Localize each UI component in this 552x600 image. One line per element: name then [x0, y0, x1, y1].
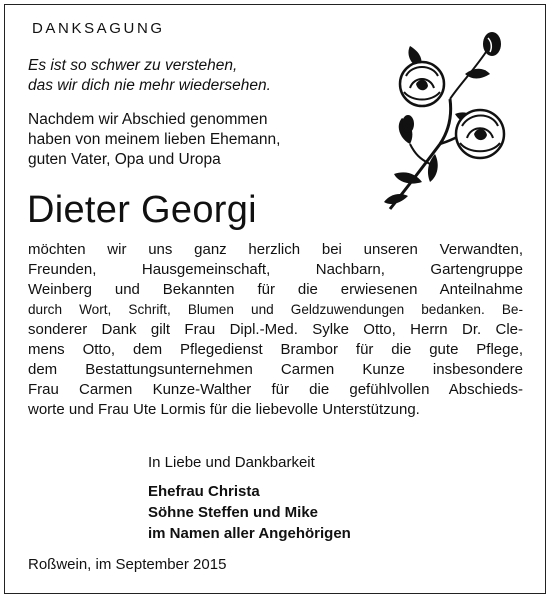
signer-line: Söhne Steffen und Mike	[148, 504, 319, 521]
thanks-line: durch Wort, Schrift, Blumen und Geldzuwendungen bedanken. Be-	[28, 302, 523, 317]
thanks-line: möchten wir uns ganz herzlich bei unseren Verwandten,	[28, 241, 523, 258]
motto-line: das wir dich nie mehr wiedersehen.	[28, 77, 271, 94]
intro-line: haben von meinem lieben Ehemann,	[28, 131, 281, 148]
thanks-line: Frau Carmen Kunze-Walther für die gefühlvollen Abschieds-	[28, 381, 523, 398]
thanks-line: Freunden, Hausgemeinschaft, Nachbarn, Gartengruppe	[28, 261, 523, 278]
intro-text	[28, 110, 368, 170]
roses-icon	[380, 14, 520, 214]
thanks-line: mens Otto, dem Pflegedienst Brambor für die gute Pflege,	[28, 341, 523, 358]
signer-line: Ehefrau Christa	[148, 483, 260, 500]
intro-line: Nachdem wir Abschied genommen	[28, 111, 268, 128]
thanks-line: worte und Frau Ute Lormis für die liebevolle Unterstützung.	[28, 401, 420, 418]
intro-line: guten Vater, Opa und Uropa	[28, 151, 221, 168]
thanks-text	[28, 240, 523, 420]
thanks-line: Weinberg und Bekannten für die erwiesenen Anteilnahme	[28, 281, 523, 298]
closing-greeting: In Liebe und Dankbarkeit	[148, 454, 315, 471]
thanks-line: dem Bestattungsunternehmen Carmen Kunze insbesondere	[28, 361, 523, 378]
thanks-line: sonderer Dank gilt Frau Dipl.-Med. Sylke Otto, Herrn Dr. Cle-	[28, 321, 523, 338]
notice-heading: DANKSAGUNG	[32, 20, 165, 37]
place-date: Roßwein, im September 2015	[28, 556, 227, 573]
motto-line: Es ist so schwer zu verstehen,	[28, 57, 238, 74]
deceased-name: Dieter Georgi	[27, 189, 257, 231]
signer-line: im Namen aller Angehörigen	[148, 525, 351, 542]
closing-block	[148, 452, 508, 544]
motto	[28, 56, 368, 96]
